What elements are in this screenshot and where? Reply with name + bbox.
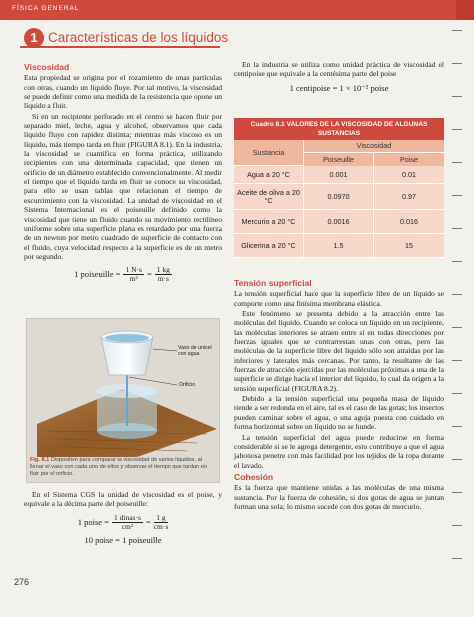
right-column-top: [234, 60, 444, 98]
table-row: [234, 184, 444, 210]
paragraph: Debido a la tensión superficial una pequeña masa de líquido tiende a ser redonda en el aire, tal es el caso de las gotas; los insectos pueden caminar sobre el agua, o una aguja puesta con cuidado en forma horizontal sobre un líquido no se hunde.: [234, 394, 444, 432]
heading-tension-superficial: Tensión superficial: [234, 278, 312, 288]
header-corner-block: [456, 0, 474, 20]
table-row: [234, 234, 444, 258]
paragraph: Es la fuerza que mantiene unidas a las moléculas de una misma sustancia. Por la fuerza de cohesión, si dos gotas de agua se juntan forman una sola; lo mismo sucede con dos gotas de mercurio.: [234, 483, 444, 511]
table-title: Cuadro 8.1 VALORES DE LA VISCOSIDAD DE ALGUNAS SUSTANCIAS: [234, 118, 444, 140]
col-poiseuille: Poiseuille: [304, 153, 374, 166]
col-viscosidad: Viscosidad: [304, 140, 444, 153]
running-title: FÍSICA GENERAL: [12, 5, 80, 12]
section-number-badge: 1: [24, 28, 44, 48]
numerator: 1 N·s: [125, 265, 142, 275]
paragraph: En el Sistema CGS la unidad de viscosidad es el poise, y equivale a la décima parte del poiseuille:: [24, 490, 222, 509]
cell-sustancia: Glicerina a 20 °C: [234, 234, 304, 258]
cell-poise: 0.01: [374, 166, 444, 184]
denominator: cm²: [121, 521, 134, 531]
col-poise: Poise: [374, 153, 444, 166]
formula-poise: [24, 514, 222, 531]
label-vaso-text: Vaso de unicel con agua: [178, 345, 212, 357]
cell-poise: 0.97: [374, 184, 444, 210]
right-column-bottom: [234, 276, 444, 512]
numerator: 1 kg: [156, 265, 170, 275]
margin-dash-lines: [452, 30, 470, 591]
paragraph: Esta propiedad se origina por el rozamiento de unas partículas con otras, cuando un líquido fluye. Por tal motivo, la viscosidad se puede definir como una medida de la resistencia que opone un líquido a fluir.: [24, 73, 222, 111]
formula-poiseuille: [24, 266, 222, 283]
formula-centipoise: 1 centipoise = 1 × 10⁻² poise: [289, 82, 389, 93]
paragraph: La tensión superficial del agua puede reducirse en forma considerable si se le agrega detergente, esto contribuye a que el agua jabonosa penetre con más facilidad por los tejidos de la ropa durante el lavado.: [234, 432, 444, 470]
page-number: 276: [14, 577, 30, 587]
water-stream: [126, 374, 128, 426]
denominator: m²: [129, 274, 138, 284]
table-row: [234, 210, 444, 234]
formula-lhs: 1 poiseuille =: [74, 269, 121, 280]
cell-poiseuille: 1.5: [304, 234, 374, 258]
left-column-bottom: [24, 490, 222, 550]
numerator: 1 g: [156, 512, 166, 522]
fraction: [154, 514, 169, 531]
denominator: m·s: [157, 274, 169, 284]
fraction: [155, 266, 172, 283]
cell-poise: 15: [374, 234, 444, 258]
top-header-bar: [0, 0, 474, 20]
header-group: [304, 140, 444, 166]
left-column-top: [24, 60, 222, 288]
formula-poise-poiseuille: 10 poise = 1 poiseuille: [84, 534, 162, 545]
figure-caption: [26, 457, 220, 478]
heading-cohesion: Cohesión: [234, 471, 274, 482]
table-row: [234, 166, 444, 184]
cell-poiseuille: 0.0016: [304, 210, 374, 234]
equals-sign: =: [146, 269, 152, 280]
cell-sustancia: Aceite de oliva a 20 °C: [234, 184, 304, 210]
paragraph: La tensión superficial hace que la superficie libre de un líquido se comporte como una finísima membrana elástica.: [234, 289, 444, 308]
viscosity-table: [234, 140, 444, 258]
formula-lhs: 1 poise =: [77, 516, 109, 527]
paragraph: Este fenómeno se presenta debido a la atracción entre las moléculas del líquido. Cuando se coloca un líquido en un recipiente, las moléculas interiores se atraen entre sí en todas direcciones por fuerzas iguales que se contrarrestan unas con otras, pero las moléculas de la superficie libre del líquido sólo son atraídas por las inferiores y laterales más cercanas. Por tanto, la resultante de las fuerzas de atracción ejercidas por las moléculas próximas a una de la superficie se dirige hacia el interior del líquido, lo cual da origen a la tensión superficial (FIGURA 8.2).: [234, 309, 444, 393]
fraction: [112, 514, 143, 531]
section-title-underline: [20, 46, 220, 48]
numerator: 1 dinas·s: [113, 512, 141, 522]
heading-viscosidad: Viscosidad: [24, 62, 70, 72]
label-orificio: Orificio: [179, 382, 196, 388]
section-title: Características de los líquidos: [48, 30, 229, 45]
denominator: cm·s: [153, 521, 169, 531]
cell-poise: 0.016: [374, 210, 444, 234]
header-subrow: [304, 153, 444, 166]
figure-ref: Fig. 8.1: [30, 457, 50, 463]
figure-caption-text: Dispositivo para comparar la viscosidad de varios líquidos, al llenar el vaso con cada uno de ellos y observar el tiempo que tardan en fluir por el orificio.: [30, 457, 207, 477]
cell-poiseuille: 0.001: [304, 166, 374, 184]
paragraph: Si en un recipiente perforado en el centro se hacen fluir por separado miel, leche, agua y alcohol, observamos que cada líquido fluye con rapidez distinta; mientras más viscoso es un líquido, más tiempo tarda en fluir (FIGURA 8.1). En la industria, la viscosidad se cuantifica en forma práctica, utilizando recipientes con una determinada capacidad, que tienen un orificio de un diámetro establecido convencionalmente. Al medir el tiempo que el líquido tarda en fluir se conoce su viscosidad, para ello se usan tablas que relacionan el tiempo de escurrimiento con la viscosidad. La unidad de viscosidad en el Sistema Internacional es el poiseuille definido como la viscosidad que tiene un fluido cuando su movimiento rectilíneo uniforme sobre una superficie plana es retardado por una fuerza de un newton por metro cuadrado de superficie de contacto con el fluido, cuya velocidad respecto a la superficie es de un metro por segundo.: [24, 111, 222, 261]
paragraph: En la industria se utiliza como unidad práctica de viscosidad el centipoise que equivale a la centésima parte del poise: [234, 60, 444, 79]
cell-poiseuille: 0.0970: [304, 184, 374, 210]
cell-sustancia: Agua a 20 °C: [234, 166, 304, 184]
table-header-row: [234, 140, 444, 166]
equals-sign: =: [145, 516, 151, 527]
cell-sustancia: Mercurio a 20 °C: [234, 210, 304, 234]
fraction: [123, 266, 143, 283]
col-sustancia: Sustancia: [234, 140, 304, 166]
viscosity-cup-illustration: [27, 319, 221, 457]
